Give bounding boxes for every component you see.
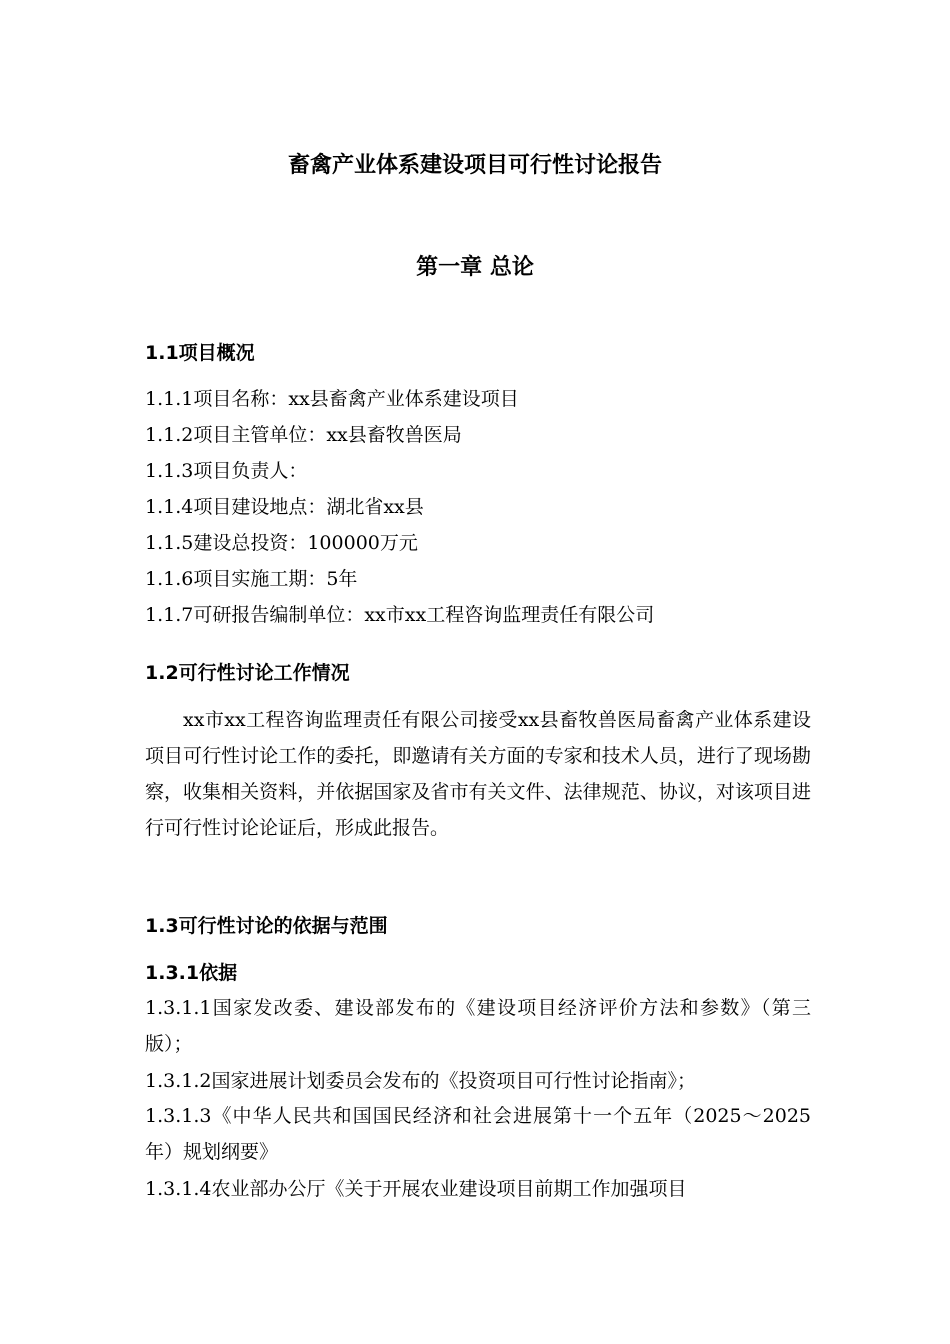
section-1-2-paragraph: xx市xx工程咨询监理责任有限公司接受xx县畜牧兽医局畜禽产业体系建设项目可行性讨论工作的委托，即邀请有关方面的专家和技术人员，进行了现场勘察，收集相关资料，并依据国家及省市有关文件、法律规范、协议，对该项目进行可行性讨论论证后，形成此报告。 <box>145 709 811 839</box>
item-1-1-2: 1.1.2项目主管单位：xx县畜牧兽医局 <box>145 424 462 446</box>
section-heading-1-1: 1.1项目概况 <box>145 342 255 364</box>
item-1-3-1-3: 1.3.1.3《中华人民共和国国民经济和社会进展第十一个五年（2025～2025年）规划纲要》 <box>145 1105 811 1163</box>
item-1-1-7: 1.1.7可研报告编制单位：xx市xx工程咨询监理责任有限公司 <box>145 604 655 626</box>
item-1-1-4: 1.1.4项目建设地点：湖北省xx县 <box>145 496 424 518</box>
item-1-1-6: 1.1.6项目实施工期：5年 <box>145 568 358 590</box>
section-heading-1-2: 1.2可行性讨论工作情况 <box>145 662 350 684</box>
section-heading-1-3: 1.3可行性讨论的依据与范围 <box>145 915 388 937</box>
sub-heading-1-3-1: 1.3.1依据 <box>145 962 238 984</box>
chapter-title: 第一章 总论 <box>416 255 534 280</box>
item-1-3-1-2: 1.3.1.2国家进展计划委员会发布的《投资项目可行性讨论指南》； <box>145 1070 696 1092</box>
item-1-3-1-1: 1.3.1.1国家发改委、建设部发布的《建设项目经济评价方法和参数》（第三版）； <box>145 997 811 1055</box>
item-1-1-5: 1.1.5建设总投资：100000万元 <box>145 532 418 554</box>
item-1-3-1-4: 1.3.1.4农业部办公厅《关于开展农业建设项目前期工作加强项目 <box>145 1178 687 1200</box>
item-1-1-1: 1.1.1项目名称：xx县畜禽产业体系建设项目 <box>145 388 519 410</box>
document-title: 畜禽产业体系建设项目可行性讨论报告 <box>287 153 662 178</box>
item-1-1-3: 1.1.3项目负责人： <box>145 460 308 482</box>
